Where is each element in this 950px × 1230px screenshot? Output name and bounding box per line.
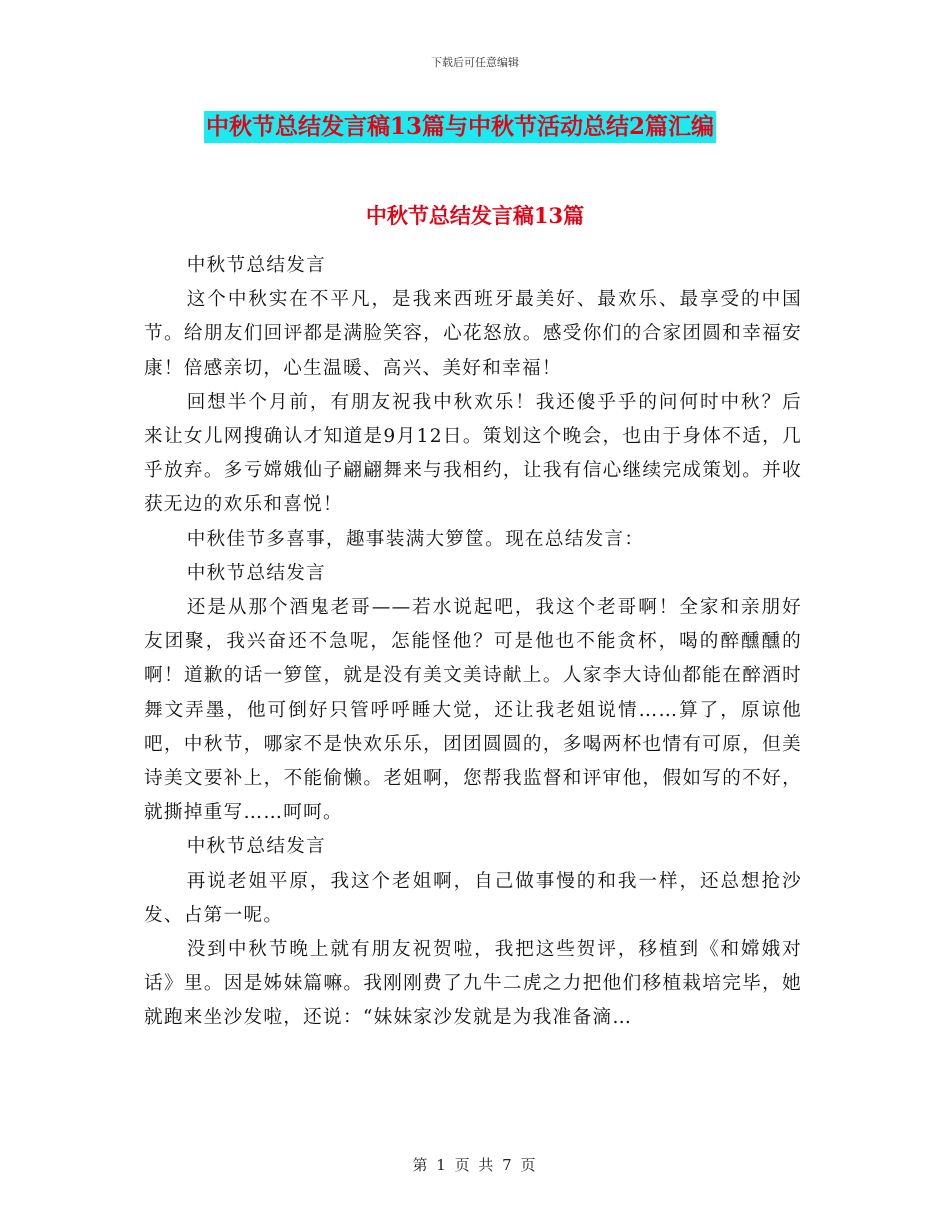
document-body	[144, 249, 802, 1036]
paragraph: 中秋节总结发言	[186, 562, 327, 584]
paragraph: 还是从那个酒鬼老哥——若水说起吧，我这个老哥啊！全家和亲朋好友团聚，我兴奋还不急呢，怎能怪他？可是他也不能贪杯，喝的醉醺醺的啊！道歉的话一箩筐，就是没有美文美诗献上。人家李大诗仙都能在醉酒时舞文弄墨，他可倒好只管呼呼睡大觉，还让我老姐说情……算了，原谅他吧，中秋节，哪家不是快欢乐乐，团团圆圆的，多喝两杯也情有可原，但美诗美文要补上，不能偷懒。老姐啊，您帮我监督和评审他，假如写的不好，就撕掉重写……呵呵。	[144, 597, 802, 824]
section-title: 中秋节总结发言稿13篇	[365, 203, 585, 228]
header-note: 下载后可任意编辑	[431, 56, 519, 69]
paragraph: 中秋节总结发言	[186, 836, 327, 858]
paragraph: 中秋节总结发言	[186, 255, 327, 276]
document-title: 中秋节总结发言稿13篇与中秋节活动总结2篇汇编	[204, 111, 716, 143]
paragraph: 中秋佳节多喜事，趣事装满大箩筐。现在总结发言：	[186, 528, 645, 550]
paragraph: 回想半个月前，有朋友祝我中秋欢乐！我还傻乎乎的问何时中秋？后来让女儿网搜确认才知道是9月12日。策划这个晚会，也由于身体不适，几乎放弃。多亏嫦娥仙子翩翩舞来与我相约，让我有信心继续完成策划。并收获无边的欢乐和喜悦！	[144, 391, 802, 516]
paragraph: 没到中秋节晚上就有朋友祝贺啦，我把这些贺评，移植到《和嫦娥对话》里。因是姊妹篇嘛。我刚刚费了九牛二虎之力把他们移植栽培完毕，她就跑来坐沙发啦，还说：“妹妹家沙发就是为我准备滴…	[144, 939, 802, 1029]
document-title-container	[204, 111, 794, 143]
paragraph: 再说老姐平原，我这个老姐啊，自己做事慢的和我一样，还总想抢沙发、占第一呢。	[144, 870, 802, 926]
paragraph: 这个中秋实在不平凡，是我来西班牙最美好、最欢乐、最享受的中国节。给朋友们回评都是满脸笑容，心花怒放。感受你们的合家团圆和幸福安康！倍感亲切，心生温暖、高兴、美好和幸福！	[144, 289, 802, 379]
page-footer: 第 1 页 共 7 页	[412, 1156, 538, 1174]
